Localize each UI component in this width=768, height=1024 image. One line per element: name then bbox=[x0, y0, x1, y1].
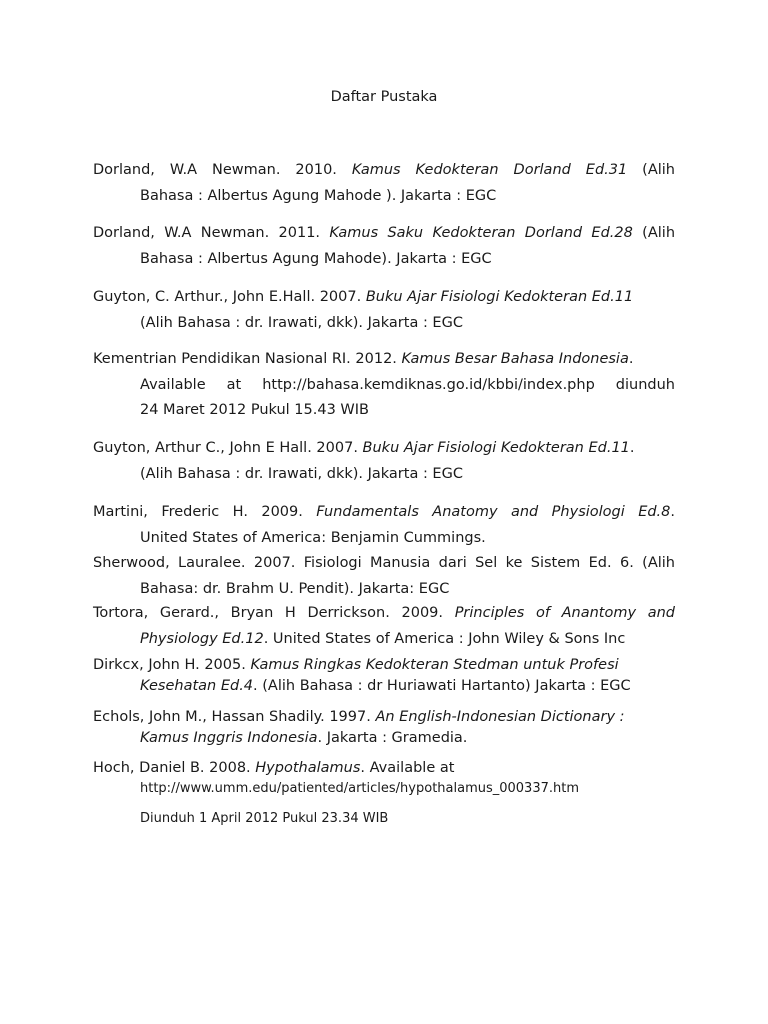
reference-line: Kementrian Pendidikan Nasional RI. 2012. Kamus Besar Bahasa Indonesia. bbox=[93, 351, 634, 367]
reference-line: Guyton, C. Arthur., John E.Hall. 2007. Buku Ajar Fisiologi Kedokteran Ed.11 bbox=[93, 289, 634, 305]
reference-line: Tortora, Gerard., Bryan H Derrickson. 2009. Principles of Anantomy and bbox=[93, 605, 675, 621]
reference-line: Bahasa : Albertus Agung Mahode ). Jakarta : EGC bbox=[140, 187, 497, 204]
reference-line: Kesehatan Ed.4. (Alih Bahasa : dr Huriawati Hartanto) Jakarta : EGC bbox=[140, 678, 631, 694]
page-title: Daftar Pustaka bbox=[330, 89, 438, 105]
reference-line: Bahasa : Albertus Agung Mahode). Jakarta : EGC bbox=[140, 250, 492, 267]
reference-line: (Alih Bahasa : dr. Irawati, dkk). Jakarta : EGC bbox=[140, 465, 463, 482]
reference-line: Dorland, W.A Newman. 2010. Kamus Kedokteran Dorland Ed.31 (Alih bbox=[93, 162, 675, 178]
reference-line: (Alih Bahasa : dr. Irawati, dkk). Jakarta : EGC bbox=[140, 314, 463, 331]
reference-entry bbox=[93, 436, 675, 487]
reference-line: Dorland, W.A Newman. 2011. Kamus Saku Kedokteran Dorland Ed.28 (Alih bbox=[93, 225, 676, 241]
reference-entry bbox=[93, 221, 675, 272]
reference-entry bbox=[93, 500, 675, 551]
reference-line: Hoch, Daniel B. 2008. Hypothalamus. Available at bbox=[93, 760, 455, 776]
reference-line: Physiology Ed.12. United States of America : John Wiley & Sons Inc bbox=[140, 630, 626, 647]
reference-line: Available at http://bahasa.kemdiknas.go.id/kbbi/index.php diunduh bbox=[140, 376, 675, 393]
reference-entry bbox=[93, 551, 675, 602]
reference-line: Martini, Frederic H. 2009. Fundamentals Anatomy and Physiologi Ed.8. bbox=[93, 504, 676, 520]
reference-entry bbox=[93, 655, 675, 697]
reference-entry bbox=[93, 707, 675, 749]
reference-line: Sherwood, Lauralee. 2007. Fisiologi Manusia dari Sel ke Sistem Ed. 6. (Alih bbox=[93, 555, 675, 571]
reference-link[interactable]: http://www.umm.edu/patiented/articles/hypothalamus_000337.htm bbox=[140, 781, 580, 796]
reference-entry bbox=[93, 158, 675, 209]
reference-line: Kamus Inggris Indonesia. Jakarta : Gramedia. bbox=[140, 730, 468, 746]
reference-entry bbox=[93, 758, 675, 829]
reference-line: Dirkcx, John H. 2005. Kamus Ringkas Kedokteran Stedman untuk Profesi bbox=[93, 657, 619, 673]
reference-line: Bahasa: dr. Brahm U. Pendit). Jakarta: EGC bbox=[140, 580, 450, 597]
reference-line: 24 Maret 2012 Pukul 15.43 WIB bbox=[140, 402, 369, 418]
reference-line: Echols, John M., Hassan Shadily. 1997. An English-Indonesian Dictionary : bbox=[93, 709, 625, 725]
reference-line: United States of America: Benjamin Cummings. bbox=[140, 529, 486, 546]
reference-line: Diunduh 1 April 2012 Pukul 23.34 WIB bbox=[140, 811, 389, 826]
reference-entry bbox=[93, 347, 675, 424]
reference-entry bbox=[93, 601, 675, 652]
reference-entry bbox=[93, 285, 675, 336]
reference-line: Guyton, Arthur C., John E Hall. 2007. Buku Ajar Fisiologi Kedokteran Ed.11. bbox=[93, 440, 635, 456]
